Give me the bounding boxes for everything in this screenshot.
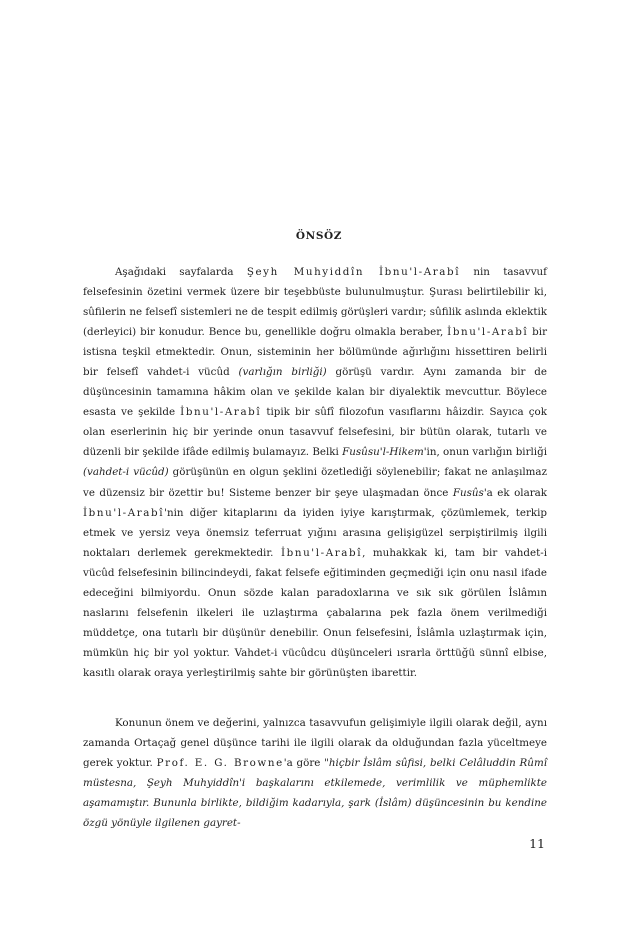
text-run: 'in, onun varlığın birliği <box>423 446 547 459</box>
italic-text-run: Fusûsu'l-Hikem <box>342 446 424 459</box>
page-number: 11 <box>529 836 545 851</box>
text-run: 'a ek olarak <box>483 486 548 499</box>
italic-text-run: (vahdet-i vücûd) <box>83 466 169 479</box>
spaced-name-run: Prof. E. G. Browne <box>156 757 284 770</box>
text-run: Aşağıdaki sayfalarda <box>115 266 247 278</box>
paragraph-1 <box>83 262 547 683</box>
paragraph-2-text <box>83 713 547 833</box>
text-run: görüşü vardır. Aynı zamanda bir de düşüncesinin tamamına hâkim olan ve şekilde kalan bir diyalektik mevcuttur. Böylece esasta ve şekilde <box>83 366 547 419</box>
text-run: 'nin diğer kitaplarını da iyiden iyiye karıştırmak, çözümlemek, terkip etmek ve yersiz veya önemsiz teferruat yığını arasına gelişigüzel serpiştirilmiş ilgili noktaları derlemek gerekmektedir. <box>83 506 547 559</box>
italic-text-run: "hiçbir İslâm sûfisi, belki Celâluddin Rûmî müstesna, Şeyh Muhyiddîn'i başkalarını etkilemede, verimlilik ve müphemlikte aşamamıştır. Bununla birlikte, bildiğim kadarıyla, şark (İslâm) düşüncesinin bu kendine özgü yönüyle ilgilenen gayret- <box>83 757 547 830</box>
text-run: nin tasavvuf felsefesinin özetini vermek üzere bir teşebbüste bulunulmuştur. Şurası belirtilebilir ki, sûfilerin ne felsefî sistemleri ne de tespit edilmiş görüşleri vardır; sûfilik aslında eklektik (derleyici) bir konudur. Bence bu, genellikle doğru olmakla beraber, <box>83 266 547 339</box>
spaced-name-run: İbnu'l-Arabî <box>280 546 363 559</box>
italic-text-run: (varlığın birliği) <box>238 366 327 379</box>
spaced-name-run: İbnu'l-Arabî <box>83 506 165 519</box>
text-run: Konunun önem ve değerini, yalnızca tasavvufun gelişimiyle ilgili olarak değil, aynı zamanda Ortaçağ genel düşünce tarihi ile ilgili olarak da olduğundan fazla yüceltmeye gerek yoktur. <box>83 717 547 770</box>
spaced-name-run: İbnu'l-Arabî <box>180 406 262 419</box>
text-run: , muhakkak ki, tam bir vahdet-i vücûd felsefesinin bilincindeydi, fakat felsefe eğitiminden geçmediği için onu nasıl ifade edeceğini bilmiyordu. Onun sözde kalan paradoxlarına ve sık sık görülen İslâmın naslarını felsefenin ilkeleri ile uzlaştırma çabalarına pek fazla önem verilmediği müddetçe, ona tutarlı bir düşünür denebilir. Onun felsefesini, İslâmla uzlaştırmak için, mümkün hiç bir yol yoktur. Vahdet-i vücûdcu düşünceleri ısrarla örttüğü sünnî elbise, kasıtlı olarak oraya yerleştirilmiş sahte bir görünüşten ibarettir. <box>83 546 548 679</box>
spaced-name-run: İbnu'l-Arabî <box>447 326 529 339</box>
paragraph-1-text <box>83 262 547 683</box>
text-run: görüşünün en olgun şeklini özetlediği söylenebilir; fakat ne anlaşılmaz ve düzensiz bir özettir bu! Sisteme benzer bir şeye ulaşmadan önce <box>83 466 547 499</box>
spaced-name-run: Şeyh Muhyiddîn İbnu'l-Arabî <box>246 266 461 278</box>
text-run: bir istisna teşkil etmektedir. Onun, sisteminin her bölümünde ağırlığını hissettiren belirli bir felsefî vahdet-i vücûd <box>83 326 547 379</box>
text-run: tipik bir sûfî filozofun vasıflarını hâizdir. Sayıca çok olan eserlerinin hiç bir yerinde onun tasavvuf felsefesini, bir bütün olarak, tutarlı ve düzenli bir şekilde ifâde edilmiş bulamayız. Belki <box>83 406 547 459</box>
italic-text-run: Fusûs <box>452 486 484 499</box>
text-run: 'a göre <box>283 757 325 770</box>
page-heading: ÖNSÖZ <box>295 230 343 242</box>
paragraph-2 <box>83 713 547 833</box>
